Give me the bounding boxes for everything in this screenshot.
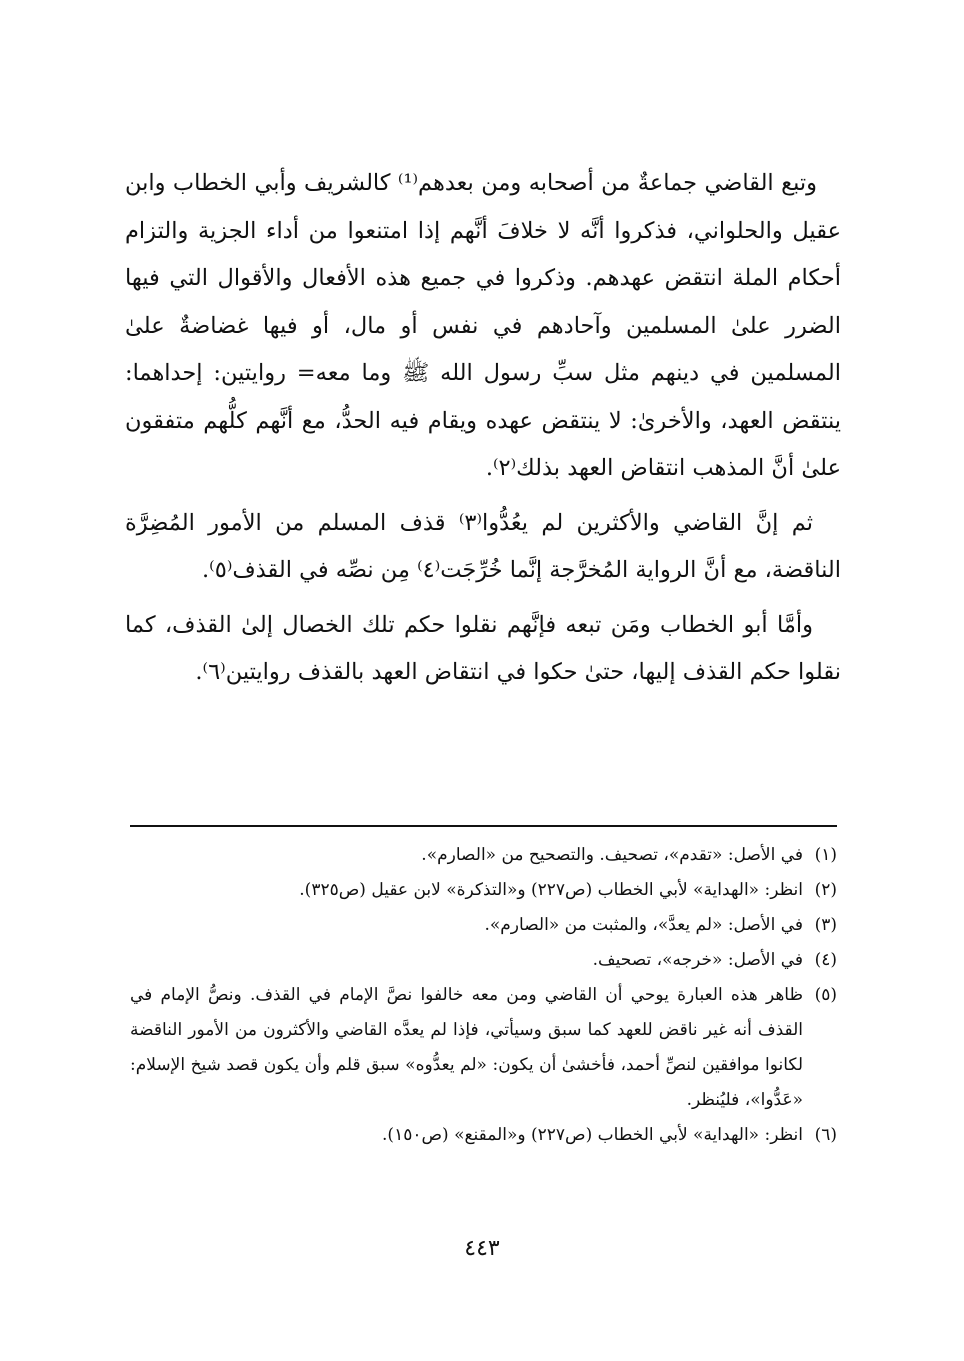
- main-text: [125, 160, 841, 704]
- footnote-number: (٥): [814, 985, 837, 1005]
- footnote-3: [130, 908, 837, 943]
- footnote-number: (٣): [814, 915, 837, 935]
- footnote-number: (٤): [814, 950, 837, 970]
- footnote-5: [130, 978, 837, 1118]
- footnote-4: [130, 943, 837, 978]
- footnote-number: (٢): [814, 880, 837, 900]
- footnote-number: (٦): [814, 1125, 837, 1145]
- footnote-2: [130, 873, 837, 908]
- paragraph-3: وأمَّا أبو الخطاب ومَن تبعه فإنَّهم نقلوا حكم تلك الخصال إلىٰ القذف، كما نقلوا حكم القذف إليها، حتىٰ حكوا في انتقاض العهد بالقذف روايتين⁽٦⁾.: [125, 611, 841, 685]
- paragraph-1: وتبع القاضي جماعةٌ من أصحابه ومن بعدهم⁽¹⁾ كالشريف وأبي الخطاب وابن عقيل والحلواني، فذكروا أنَّه لا خلافَ أنَّهم إذا امتنعوا من أداء الجزية والتزام أحكام الملة انتقض عهدهم. وذكروا في جميع هذه الأفعال والأقوال التي فيها الضرر علىٰ المسلمين وآحادهم في نفس أو مال، أو فيها غضاضةٌ علىٰ المسلمين في دينهم مثل سبِّ رسول الله ﷺ وما معه= روايتين: إحداهما: ينتقض العهد، والأخرىٰ: لا ينتقض عهده ويقام فيه الحدُّ، مع أنَّهم كلُّهم متفقون علىٰ أنَّ المذهب انتقاض العهد بذلك⁽٢⁾.: [125, 170, 841, 481]
- footnote-text: في الأصل: «خرجه»، تصحيف.: [592, 950, 803, 970]
- page-number: ٤٤٣: [464, 1236, 500, 1261]
- footnote-text: في الأصل: «تقدم»، تصحيف. والتصحيح من «الصارم».: [421, 845, 803, 865]
- footnote-text: انظر: «الهداية» لأبي الخطاب (ص٢٢٧) و«المقنع» (ص١٥٠).: [382, 1125, 803, 1145]
- footnote-1: [130, 838, 837, 873]
- footnote-number: (١): [814, 845, 837, 865]
- footnote-text: في الأصل: «لم يعدَّ»، والمثبت من «الصارم».: [484, 915, 803, 935]
- footnote-separator: [130, 825, 837, 827]
- paragraph-2: ثم إنَّ القاضي والأكثرين لم يعُدُّوا⁽٣⁾ قذف المسلم من الأمور المُضِرَّة الناقضة، مع أنَّ الرواية المُخرَّجة إنَّما خُرِّجَت⁽٤⁾ مِن نصِّه في القذف⁽٥⁾.: [125, 509, 841, 583]
- footnote-text: انظر: «الهداية» لأبي الخطاب (ص٢٢٧) و«التذكرة» لابن عقيل (ص٣٢٥).: [299, 880, 803, 900]
- footnote-6: [130, 1118, 837, 1153]
- footnote-text: ظاهر هذه العبارة يوحي أن القاضي ومن معه خالفوا نصَّ الإمام في القذف. ونصُّ الإمام في القذف أنه غير ناقض للعهد كما سبق وسيأتي، فإذا لم يعدَّه القاضي والأكثرون من الأمور الناقضة لكانوا موافقين لنصِّ أحمد، فأخشىٰ أن يكون: «لم يعدُّوه» سبق قلم وأن يكون قصد شيخ الإسلام: «عَدُّوا»، فليُنظر.: [130, 985, 803, 1110]
- footnotes: [130, 838, 837, 1153]
